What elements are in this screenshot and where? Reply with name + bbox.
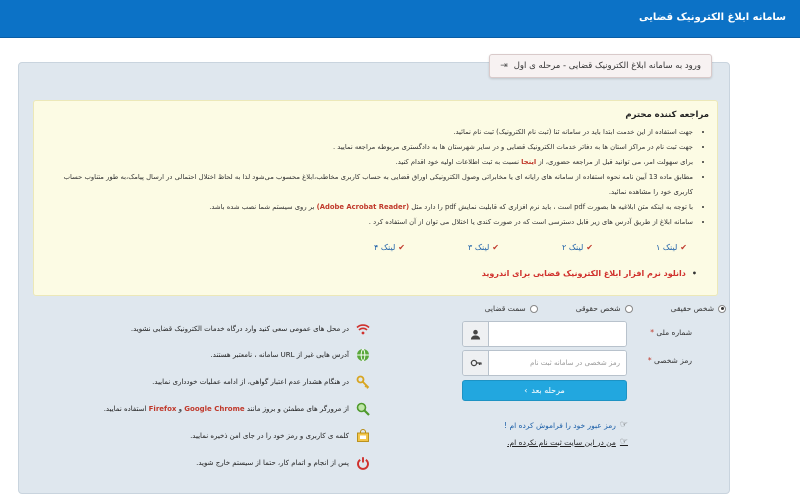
magnifier-icon: [356, 402, 370, 416]
check-icon: ✔: [492, 243, 499, 252]
acrobat-reader-text: (Adobe Acrobat Reader): [316, 203, 410, 211]
hand-pointer-icon: ☞: [619, 437, 628, 447]
notice-item: • سامانه ابلاغ از طریق آدرس های زیر قابل دسترسی است که در صورت کندی یا اختلال می توان از آن استفاده کرد .: [57, 215, 693, 230]
wifi-icon: [356, 322, 370, 336]
header-bar: [0, 0, 800, 38]
password-label: رمز شخصی *: [647, 356, 692, 365]
not-registered-link[interactable]: ☞ من در این سایت ثبت نام نکرده ام.: [507, 437, 628, 447]
password-field[interactable]: [462, 350, 627, 376]
tip-url: آدرس هایی غیر از URL سامانه ، نامعتبر هستند.: [80, 348, 370, 362]
national-id-label: شماره ملی *: [650, 328, 692, 337]
android-download-link[interactable]: •دانلود نرم افزار ابلاغ الکترونیک قضایی برای اندروید: [481, 269, 697, 278]
mirror-link-2[interactable]: ✔ لینک ۲: [562, 243, 593, 252]
check-icon: ✔: [586, 243, 593, 252]
password-input[interactable]: [489, 351, 626, 375]
notice-box: [33, 100, 718, 296]
radio-circle[interactable]: [530, 305, 538, 313]
tip-store-password: کلمه ی کاربری و رمز خود را در جای امن ذخیره نمایید.: [80, 429, 370, 443]
tip-certificate: در هنگام هشدار عدم اعتبار گواهی، از ادامه عملیات خودداری نمایید.: [80, 375, 370, 389]
notice-item: • با توجه به اینکه متن ابلاغیه ها بصورت pdf است ، باید نرم افزاری که قابلیت نمایش pdf را دارد مثل (Adobe Acrobat Reader) بر روی سیستم شما نصب شده باشد.: [57, 200, 693, 215]
radio-legal-person[interactable]: شخص حقوقی: [576, 304, 633, 313]
step-tab: [489, 54, 712, 78]
notice-item: • مطابق ماده 13 آیین نامه نحوه استفاده از سامانه های رایانه ای یا مخابراتی وصول الکترونیکی اوراق قضایی به حساب کاربری مخاطب،ابلاغ محسوب می‌شود لذا به لحاظ اختلال احتمالی در ارسال پیامک،به طور متناوب حساب کاربری خود را مشاهده نمائید.: [57, 170, 693, 200]
check-icon: ✔: [398, 243, 405, 252]
radio-judicial-role[interactable]: سمت قضایی: [485, 304, 538, 313]
notice-item: • جهت استفاده از این خدمت ابتدا باید در سامانه ثنا (ثبت نام الکترونیک) ثبت نام نمائید.: [57, 125, 693, 140]
check-icon: ✔: [680, 243, 687, 252]
national-id-field[interactable]: [462, 321, 627, 347]
firefox-text: Firefox: [148, 405, 177, 413]
chrome-text: Google Chrome: [184, 405, 245, 413]
notice-item: • برای سهولت امر، می توانید قبل از مراجعه حضوری، از اینجا نسبت به ثبت اطلاعات اولیه خود اقدام کنید.: [57, 155, 693, 170]
notice-title: مراجعه کننده محترم: [625, 110, 709, 120]
tip-public-places: در محل های عمومی سعی کنید وارد درگاه خدمات الکترونیک قضایی نشوید.: [80, 322, 370, 336]
arrow-left-icon: ›: [524, 386, 528, 395]
mirror-link-3[interactable]: ✔ لینک ۳: [468, 243, 499, 252]
notice-list: [57, 125, 697, 230]
power-icon: [356, 456, 370, 470]
national-id-input[interactable]: [489, 322, 626, 346]
globe-icon: [356, 348, 370, 362]
login-icon: ⇥: [500, 61, 508, 71]
radio-circle[interactable]: [718, 305, 726, 313]
mirror-link-1[interactable]: ✔ لینک ۱: [656, 243, 687, 252]
person-type-selector: [485, 304, 726, 313]
next-step-button[interactable]: مرحله بعد ›: [462, 380, 627, 401]
key-icon: [356, 375, 370, 389]
radio-circle[interactable]: [625, 305, 633, 313]
hand-pointer-icon: ☞: [619, 420, 628, 430]
forgot-password-link[interactable]: ☞ رمز عبور خود را فراموش کرده ام !: [504, 420, 628, 430]
here-link[interactable]: اینجا: [521, 158, 537, 166]
notice-item: • جهت ثبت نام در مراکز استان ها به دفاتر خدمات الکترونیک قضایی و در سایر شهرستان ها به دادگستری مربوطه مراجعه نمایید .: [57, 140, 693, 155]
tip-logout: پس از انجام و اتمام کار، حتما از سیستم خارج شوید.: [80, 456, 370, 470]
radio-natural-person[interactable]: شخص حقیقی: [671, 304, 726, 313]
tip-browsers: از مرورگر های مطمئن و بروز مانند Google Chrome و Firefox استفاده نمایید.: [80, 402, 370, 416]
step-tab-label: ورود به سامانه ابلاغ الکترونیک قضایی - مرحله ی اول: [513, 61, 701, 71]
app-title: سامانه ابلاغ الکترونیک قضایی: [638, 12, 786, 23]
key-icon: [463, 351, 489, 375]
mirror-link-4[interactable]: ✔ لینک ۴: [374, 243, 405, 252]
lock-icon: [356, 429, 370, 443]
mirror-links: [307, 243, 687, 252]
user-icon: [463, 322, 489, 346]
